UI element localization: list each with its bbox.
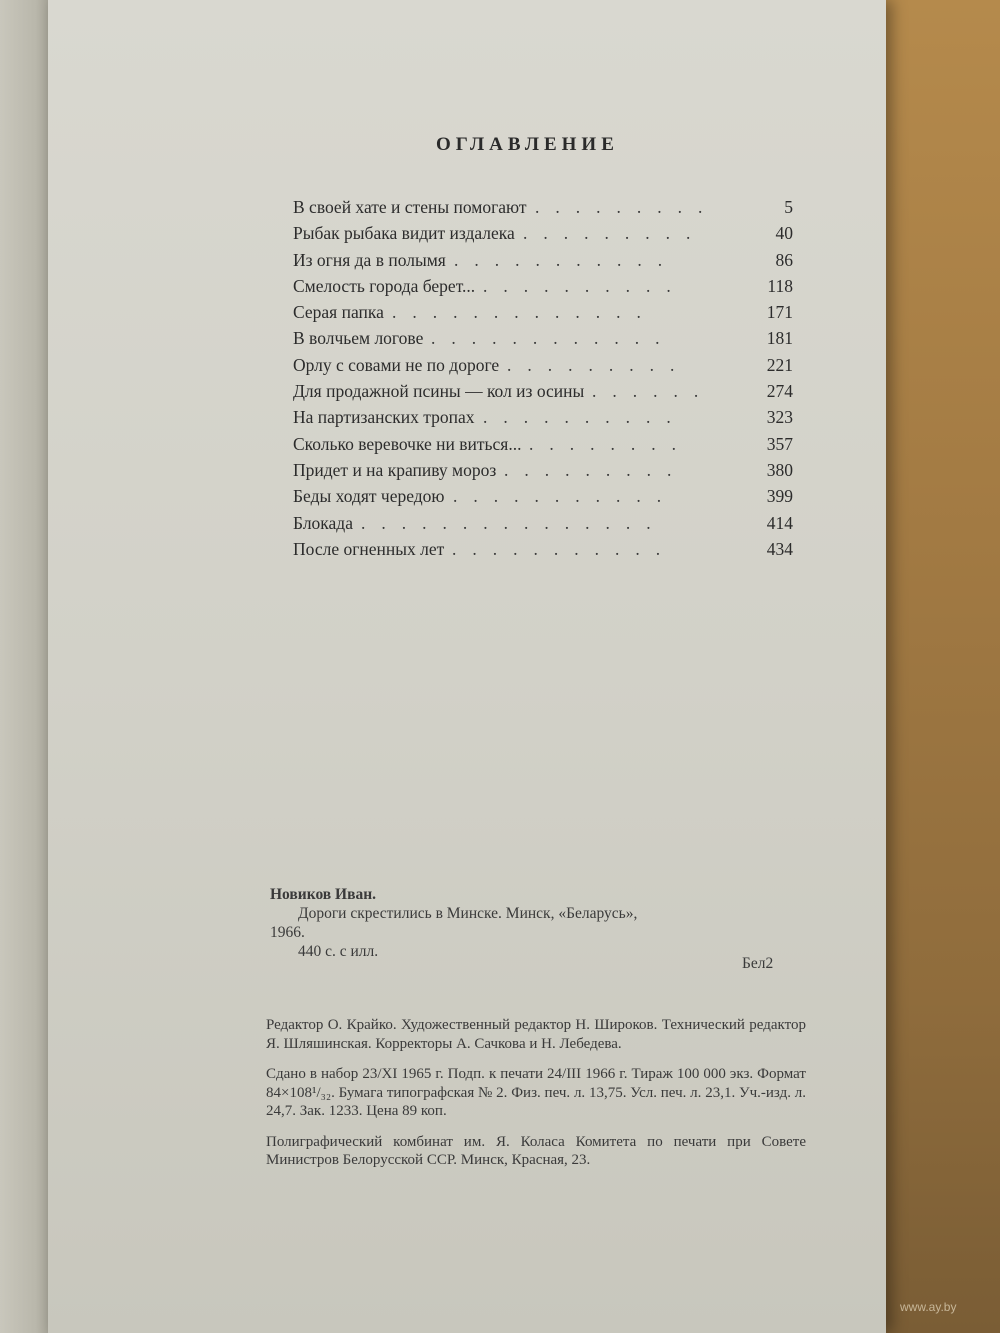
toc-entry-title: После огненных лет	[293, 538, 445, 559]
toc-entry-title: Беды ходят чередою	[293, 486, 445, 507]
toc-entry-page: 434	[766, 538, 793, 559]
toc-leader-dots: ............	[431, 328, 676, 349]
toc-entry	[293, 273, 793, 299]
toc-entry	[293, 299, 793, 325]
toc-entry	[293, 431, 793, 457]
toc-leader-dots: ...........	[452, 538, 677, 559]
toc-entry-page: 380	[766, 459, 793, 480]
toc-entry-page: 221	[766, 354, 793, 375]
toc-leader-dots: ..........	[483, 407, 687, 428]
colophon	[266, 1016, 806, 1182]
toc-entry-title: Орлу с совами не по дороге	[293, 354, 500, 375]
colophon-print-details: Сдано в набор 23/XI 1965 г. Подп. к печати 24/III 1966 г. Тираж 100 000 экз. Формат 84×108¹/₃₂. Бумага типографская № 2. Физ. печ. л. 13,75. Усл. печ. л. 23,1. Уч.-изд. л. 24,7. Зак. 1233. Цена 89 коп.	[266, 1066, 806, 1119]
colophon-editors: Редактор О. Крайко. Художественный редактор Н. Широков. Технический редактор Я. Шляшинская. Корректоры А. Сачкова и Н. Лебедева.	[266, 1017, 806, 1052]
toc-entry	[293, 194, 793, 220]
toc-entry	[293, 536, 793, 562]
toc-leader-dots: ...........	[454, 249, 679, 270]
toc-entry	[293, 247, 793, 273]
bibliographic-record	[270, 885, 810, 961]
toc-leader-dots: .........	[535, 197, 719, 217]
toc-entry-title: Придет и на крапиву мороз	[293, 459, 497, 480]
year-line: 1966.	[270, 924, 305, 941]
toc-entry	[293, 483, 793, 509]
toc-entry-page: 414	[766, 512, 793, 533]
toc-entry-title: На партизанских тропах	[293, 407, 475, 428]
author-name: Новиков Иван.	[270, 886, 377, 903]
toc-entry-page: 399	[766, 486, 793, 507]
book-page	[48, 0, 886, 1333]
toc-entry-page: 118	[767, 275, 793, 296]
toc-entry-page: 323	[766, 407, 793, 428]
toc-entry-title: Смелость города берет...	[293, 275, 476, 296]
toc-entry-title: Сколько веревочке ни виться...	[293, 433, 522, 454]
toc-entry-page: 171	[766, 302, 793, 323]
toc-entry-page: 86	[775, 249, 793, 270]
table-of-contents	[293, 194, 793, 562]
toc-entry-title: Серая папка	[293, 302, 384, 323]
toc-leader-dots: ..........	[483, 275, 687, 296]
toc-entry	[293, 325, 793, 351]
toc-entry-title: Для продажной псины — кол из осины	[293, 381, 585, 402]
toc-entry	[293, 457, 793, 483]
page-title: ОГЛАВЛЕНИЕ	[436, 134, 619, 155]
toc-leader-dots: .........	[507, 354, 691, 375]
toc-leader-dots: .............	[392, 302, 657, 323]
classification-code: Бел2	[742, 955, 774, 972]
toc-entry	[293, 404, 793, 430]
toc-entry-title: Из огня да в полымя	[293, 249, 446, 270]
toc-entry	[293, 220, 793, 246]
toc-entry-page: 181	[766, 328, 793, 349]
toc-entry-title: В своей хате и стены помогают	[293, 197, 527, 217]
pages-line: 440 с. с илл.	[298, 943, 379, 960]
toc-entry-title: В волчьем логове	[293, 328, 424, 349]
colophon-printer: Полиграфический комбинат им. Я. Коласа Комитета по печати при Совете Министров Белорусской ССР. Минск, Красная, 23.	[266, 1133, 806, 1168]
toc-leader-dots: ...............	[361, 512, 667, 533]
toc-entry	[293, 378, 793, 404]
toc-leader-dots: ...........	[453, 486, 678, 507]
watermark: www.ay.by	[900, 1300, 957, 1314]
toc-entry-title: Рыбак рыбака видит издалека	[293, 223, 515, 244]
toc-leader-dots: .........	[504, 459, 688, 480]
toc-leader-dots: .........	[523, 223, 707, 244]
toc-leader-dots: ........	[529, 433, 692, 454]
toc-leader-dots: ......	[592, 381, 715, 402]
toc-entry	[293, 352, 793, 378]
toc-entry	[293, 510, 793, 536]
book-title-line: Дороги скрестились в Минске. Минск, «Беларусь»,	[298, 905, 638, 922]
toc-entry-page: 5	[784, 197, 793, 217]
toc-entry-page: 357	[766, 433, 793, 454]
toc-entry-title: Блокада	[293, 512, 353, 533]
toc-entry-page: 40	[775, 223, 793, 244]
toc-entry-page: 274	[766, 381, 793, 402]
